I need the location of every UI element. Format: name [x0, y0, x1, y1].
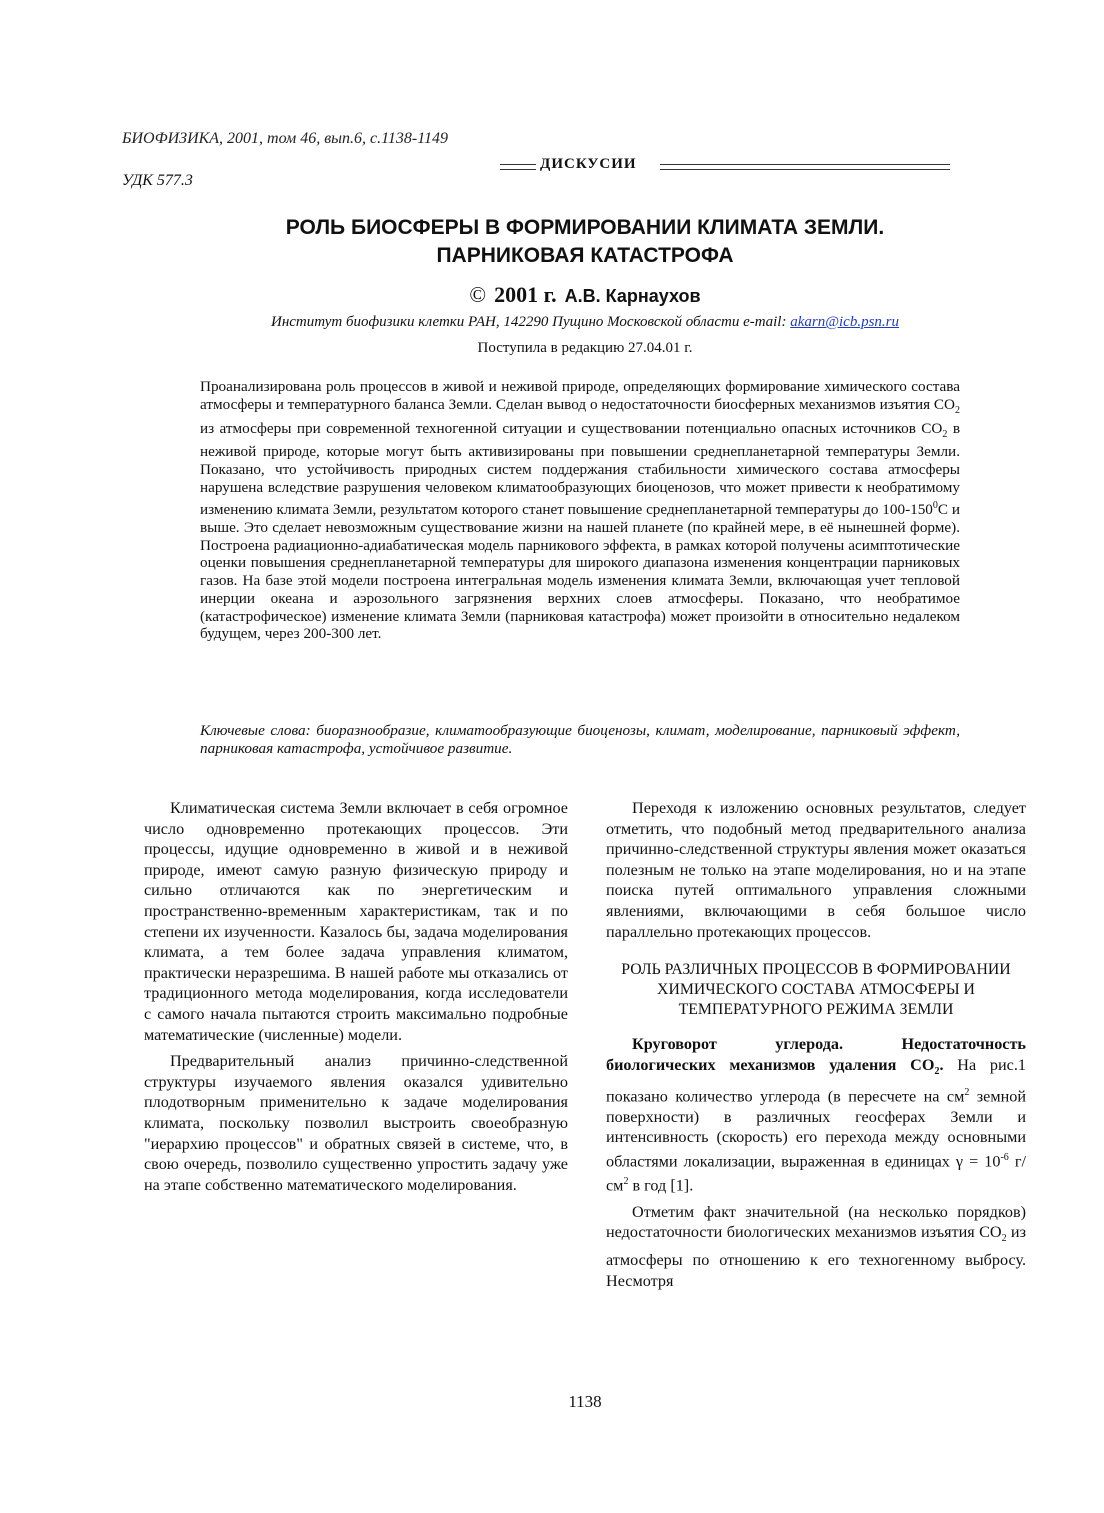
abstract-subscript-1: 2 [955, 404, 960, 416]
article-title [150, 214, 1020, 270]
section-heading: РОЛЬ РАЗЛИЧНЫХ ПРОЦЕССОВ В ФОРМИРОВАНИИ ХИМИЧЕСКОГО СОСТАВА АТМОСФЕРЫ И ТЕМПЕРАТУРНОГО РЕЖИМА ЗЕМЛИ [621, 961, 1011, 1019]
keywords: Ключевые слова: биоразнообразие, климатообразующие биоценозы, климат, моделирование, парниковый эффект, парниковая катастрофа, устойчивое развитие. [200, 722, 960, 757]
title-line-1: РОЛЬ БИОСФЕРЫ В ФОРМИРОВАНИИ КЛИМАТА ЗЕМЛИ. [285, 216, 885, 239]
author-email-link[interactable]: akarn@icb.psn.ru [790, 314, 899, 330]
superscript: -6 [1000, 1151, 1009, 1163]
superscript: 2 [964, 1086, 970, 1098]
paragraph: Переходя к изложению основных результатов, следует отметить, что подобный метод предварительного анализа причинно-следственной структуры явления может оказаться полезным не только на этапе моделирования, но и на этапе поиска путей оптимального управления сложными явлениями, включающими в себя большое число параллельно протекающих процессов. [606, 799, 1026, 941]
paragraph: Предварительный анализ причинно-следственной структуры изучаемого явления оказался удивительно плодотворным применительно к задаче моделирования климата, поскольку позволил выстроить своеобразную "иерархию процессов" и обратных связей в системе, что, в свою очередь, позволило существенно упростить задачу уже на этапе собственно математического моделирования. [144, 1052, 568, 1194]
paragraph [606, 1034, 1026, 1196]
abstract-text-3: в неживой природе, которые могут быть активизированы при повышении среднепланетарной температуры Земли. Показано, что устойчивость природных систем поддержания стабильности химического состава атмосферы нарушена вследствие разрушения человеком климатообразующих биоценозов, что может привести к необратимому изменению климата Земли, результатом которого станет повышение среднепланетарной температуры до 100-150 [200, 419, 961, 518]
journal-citation: БИОФИЗИКА, 2001, том 46, вып.6, с.1138-1149 [122, 130, 449, 147]
run-in-heading-subscript: 2 [934, 1065, 940, 1077]
paragraph [606, 1202, 1026, 1292]
author-line [150, 282, 1020, 308]
abstract-subscript-2: 2 [942, 428, 948, 440]
paragraph-text: Отметим факт значительной (на несколько порядков) недостаточности биологических механизмов изъятия CO [606, 1202, 1026, 1242]
rubric-rule-left [500, 164, 536, 170]
abstract-text-1: Проанализирована роль процессов в живой и неживой природе, определяющих формирование химического состава атмосферы и температурного баланса Земли. Сделан вывод о недостаточности биосферных механизмов изъятия CO [200, 378, 960, 413]
abstract-text-4: С и выше. Это сделает невозможным существование жизни на нашей планете (по крайней мере, в её нынешней форме). Построена радиационно-адиабатическая модель парникового эффекта, в рамках которой получены асимптотические оценки повышения среднепланетарной температуры для широкого диапазона изменения концентрации парниковых газов. На базе этой модели построена интегральная модель изменения климата Земли, включающая учет тепловой инерции океана и аэрозольного загрязнения верхних слоев атмосферы. Показано, что необратимое (катастрофическое) изменение климата Земли (парниковая катастрофа) может произойти в относительно недалеком будущем, через 200-300 лет. [200, 500, 960, 643]
left-column [144, 798, 568, 1195]
abstract-text-2: из атмосферы при современной техногенной ситуации и существовании потенциально опасных источников CO [200, 419, 943, 437]
paragraph-text: из атмосферы по отношению к его техногенному выбросу. Несмотря [606, 1223, 1026, 1290]
rubric-rule-right [660, 164, 950, 170]
received-date: Поступила в редакцию 27.04.01 г. [477, 340, 693, 356]
rubric-label: ДИСКУСИИ [540, 156, 637, 172]
paragraph-text: г/см [606, 1152, 1026, 1195]
affiliation [150, 314, 1020, 331]
abstract [200, 378, 960, 643]
author-name: А.В. Карнаухов [564, 286, 701, 306]
paragraph: Климатическая система Земли включает в себя огромное число одновременно протекающих процессов. Эти процессы, идущие одновременно в живой и в неживой природе, имеют самую разную физическую природу и сильно отличаются как по энергетическим и пространственно-временным характеристикам, так и по степени их изученности. Казалось бы, задача моделирования климата, а тем более задача управления климатом, практически неразрешима. В нашей работе мы отказались от традиционного метода моделирования, когда исследователи с самого начала пытаются строить максимально подробные математические (численные) модели. [144, 799, 568, 1044]
title-line-2: ПАРНИКОВАЯ КАТАСТРОФА [436, 244, 734, 267]
publication-year: 2001 г. [494, 282, 557, 307]
superscript: 2 [623, 1175, 629, 1187]
run-in-heading-text: Круговорот углерода. Недостаточность биологических механизмов удаления CO [606, 1035, 1026, 1074]
subscript: 2 [1001, 1233, 1007, 1245]
copyright-icon: © [469, 282, 487, 307]
rubric-banner [500, 156, 950, 178]
right-column [606, 798, 1026, 1291]
paragraph-text: в год [1]. [628, 1176, 694, 1195]
paragraph-text: земной поверхности) в различных геосферах Земли и интенсивность (скорость) его перехода между основными областями локализации, выраженная в единицах γ = 10 [606, 1086, 1026, 1171]
affiliation-text: Институт биофизики клетки РАН, 142290 Пущино Московской области e-mail: [270, 314, 791, 330]
abstract-superscript-1: 0 [932, 499, 938, 511]
run-in-heading-end: . [939, 1055, 944, 1074]
paragraph-text: На рис.1 показано количество углерода (в пересчете на см [606, 1055, 1026, 1105]
udk-code: УДК 577.3 [122, 172, 193, 189]
page-number: 1138 [568, 1392, 602, 1411]
